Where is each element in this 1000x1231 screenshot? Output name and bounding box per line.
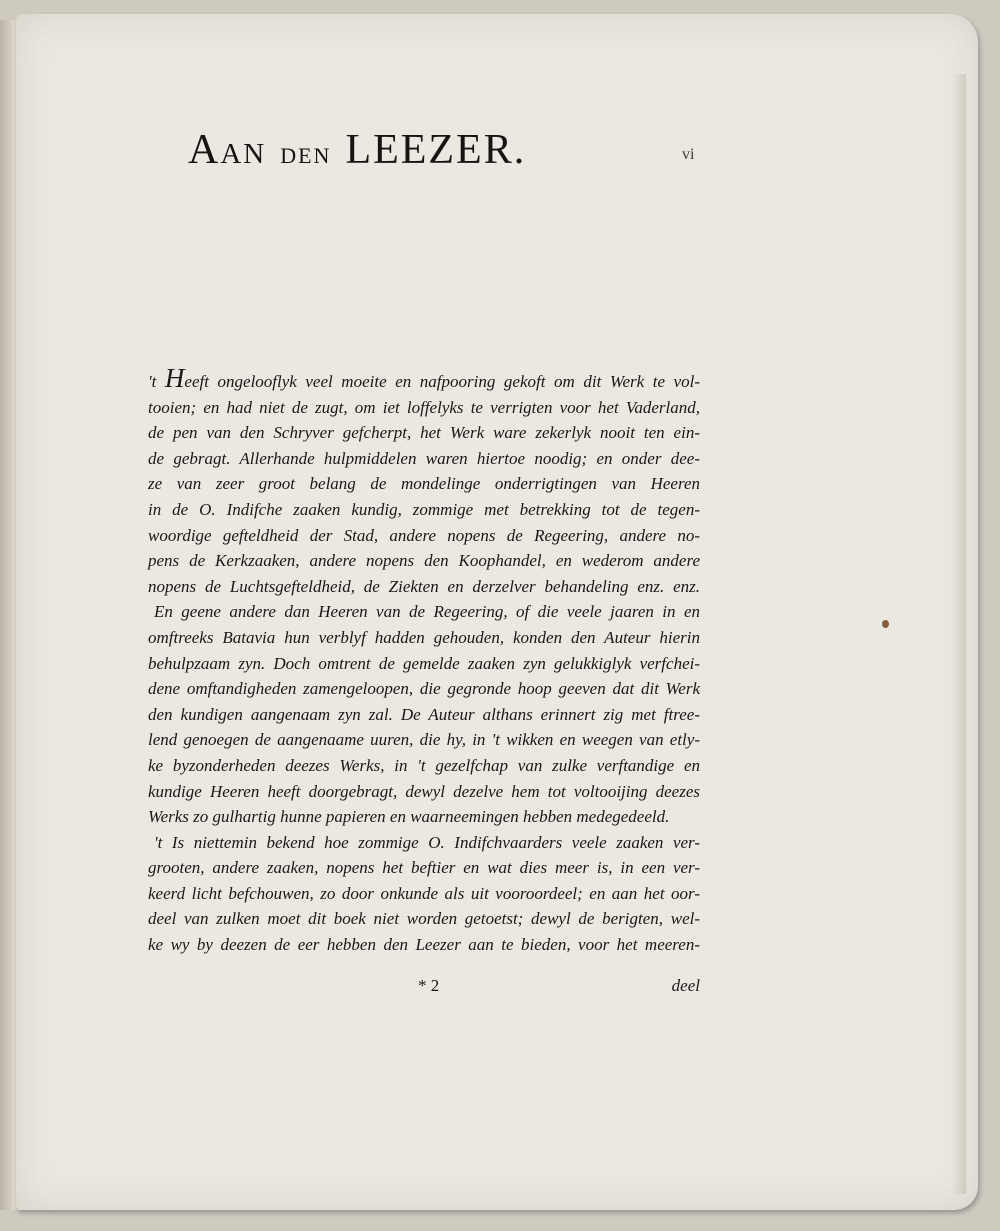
page-footer — [148, 976, 700, 1000]
signature-mark: * 2 — [418, 976, 440, 995]
page-heading — [188, 126, 708, 174]
dropcap-prefix: 't — [148, 372, 165, 391]
body-line: de gebragt. Allerhande hulpmiddelen waren hiertoe noodig; en onder dee- — [148, 448, 700, 468]
page-edge-shadow — [952, 74, 966, 1194]
dropcap-letter: H — [164, 363, 185, 393]
body-line: de pen van den Schryver gefcherpt, het Werk ware zekerlyk nooit ten ein- — [148, 423, 700, 443]
body-line: behulpzaam zyn. Doch omtrent de gemelde zaaken zyn gelukkiglyk verfchei- — [148, 653, 700, 673]
body-line: Werks zo gulhartig hunne papieren en waarneemingen hebben medegedeeld. — [148, 807, 670, 827]
body-text — [148, 363, 700, 958]
body-line-1 — [148, 363, 700, 395]
body-line: woordige gefteldheid der Stad, andere nopens de Regeering, andere no- — [148, 525, 700, 545]
body-line: ke wy by deezen de eer hebben den Leezer aan te bieden, voor het meeren- — [148, 935, 700, 955]
body-line: deel van zulken moet dit boek niet worden getoetst; dewyl de berigten, wel- — [148, 909, 700, 929]
body-line: keerd licht befchouwen, zo door onkunde als uit vooroordeel; en aan het oor- — [148, 883, 700, 903]
body-line: omftreeks Batavia hun verblyf hadden gehouden, konden den Auteur hierin — [148, 627, 700, 647]
body-line: den kundigen aangenaam zyn zal. De Auteur althans erinnert zig met ftree- — [148, 704, 700, 724]
heading-word-aan: Aan — [188, 127, 267, 173]
body-line: kundige Heeren heeft doorgebragt, dewyl dezelve hem tot voltooijing deezes — [148, 781, 700, 801]
body-line: tooien; en had niet de zugt, om iet loffelyks te verrigten voor het Vaderland, — [148, 397, 700, 417]
heading-word-leezer: LEEZER. — [345, 127, 527, 173]
body-line: 't Is niettemin bekend hoe zommige O. Indifchvaarders veele zaaken ver- — [154, 832, 700, 852]
body-line: lend genoegen de aangenaame uuren, die hy, in 't wikken en weegen van etly- — [148, 730, 700, 750]
first-line-rest: eeft ongelooflyk veel moeite en nafpooring gekoft om dit Werk te vol- — [184, 372, 700, 391]
body-line: dene omftandigheden zamengeloopen, die gegronde hoop geeven dat dit Werk — [148, 679, 700, 699]
body-line: in de O. Indifche zaaken kundig, zommige met betrekking tot de tegen- — [148, 499, 700, 519]
heading-word-den: den — [280, 135, 332, 170]
body-line: ze van zeer groot belang de mondelinge onderrigtingen van Heeren — [148, 474, 700, 494]
body-line: pens de Kerkzaaken, andere nopens den Koophandel, en wederom andere — [148, 551, 700, 571]
foxing-spot — [882, 620, 889, 628]
body-line: En geene andere dan Heeren van de Regeering, of die veele jaaren in en — [154, 602, 700, 622]
catchword: deel — [671, 976, 700, 995]
folio-number: vi — [682, 146, 695, 163]
body-line: grooten, andere zaaken, nopens het beftier en wat dies meer is, in een ver- — [148, 858, 700, 878]
body-line: nopens de Luchtsgefteldheid, de Ziekten en derzelver behandeling enz. enz. — [148, 576, 700, 596]
body-line: ke byzonderheden deezes Werks, in 't gezelfchap van zulke verftandige en — [148, 755, 700, 775]
